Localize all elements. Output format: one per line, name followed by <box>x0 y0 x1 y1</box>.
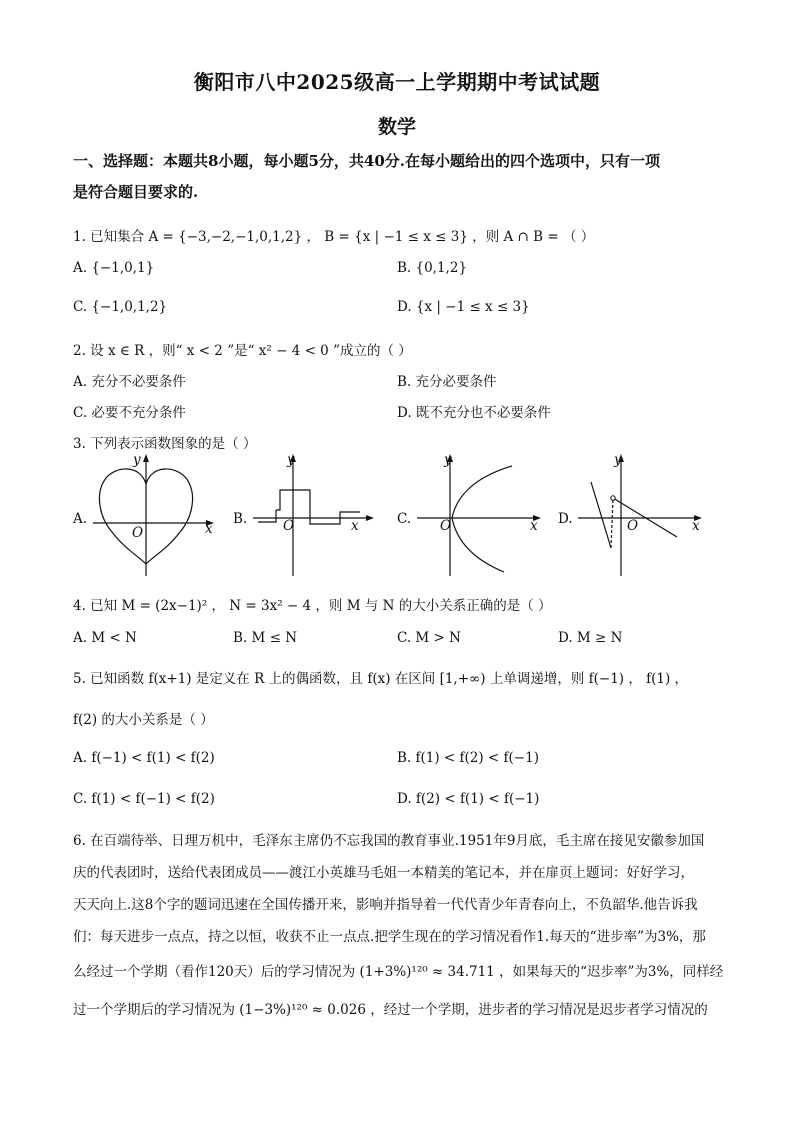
graph-c-y-label: y <box>444 452 452 468</box>
question-4-stem: 4. 已知 M = (2x−1)² ， N = 3x² − 4 ，则 M 与 N 的大小关系正确的是（ ） <box>73 598 552 614</box>
graph-b-y-label: y <box>287 452 295 468</box>
question-3-stem: 3. 下列表示函数图象的是（ ） <box>73 436 257 452</box>
graph-d-y-label: y <box>614 452 622 468</box>
question-5-option-d: D. f(2) < f(1) < f(−1) <box>397 791 540 807</box>
question-3-option-b: B. <box>233 511 248 527</box>
question-5-option-c: C. f(1) < f(−1) < f(2) <box>73 791 215 807</box>
graph-a-origin: O <box>132 525 144 541</box>
question-2-option-d: D. 既不充分也不必要条件 <box>397 405 551 421</box>
subject-title: 数学 <box>377 116 416 138</box>
question-2-stem: 2. 设 x ∈ R ，则“ x < 2 ”是“ x² − 4 < 0 ”成立的（ ） <box>73 343 412 359</box>
graph-a-x-label: x <box>205 521 213 537</box>
question-1-option-b: B. {0,1,2} <box>397 260 468 276</box>
question-6-line-2: 庆的代表团时，送给代表团成员——渡江小英雄马毛姐一本精美的笔记本，并在扉页上题词：好好学习， <box>73 865 694 881</box>
question-5-stem-cont: f(2) 的大小关系是（ ） <box>73 712 214 728</box>
question-3-option-a: A. <box>73 511 88 527</box>
graph-b-origin: O <box>283 518 295 534</box>
graph-b-x-label: x <box>351 518 359 534</box>
question-2-option-a: A. 充分不必要条件 <box>73 374 186 390</box>
question-4-option-c: C. M > N <box>397 630 461 646</box>
graph-c-x-label: x <box>530 518 538 534</box>
question-1-option-d: D. {x | −1 ≤ x ≤ 3} <box>397 299 530 315</box>
question-3-option-c: C. <box>397 511 412 527</box>
graph-a-heart <box>88 452 218 580</box>
question-2-option-c: C. 必要不充分条件 <box>73 405 186 421</box>
section-heading-cont: 是符合题目要求的. <box>73 183 199 201</box>
graph-d-origin: O <box>627 518 639 534</box>
graph-b-step <box>248 452 378 580</box>
graph-d-lines <box>573 452 708 580</box>
graph-c-parabola <box>412 452 547 580</box>
question-5-option-b: B. f(1) < f(2) < f(−1) <box>397 750 539 766</box>
question-6-line-3: 天天向上.这8个字的题词迅速在全国传播开来，影响并指导着一代代青少年青春向上，不负韶华.他告诉我 <box>73 897 698 913</box>
section-heading: 一、选择题：本题共8小题，每小题5分，共40分.在每小题给出的四个选项中，只有一项 <box>73 152 660 170</box>
question-3-option-d: D. <box>558 511 573 527</box>
question-6-line-5: 么经过一个学期（看作120天）后的学习情况为 (1+3%)¹²⁰ ≈ 34.711 ，如果每天的“迟步率”为3%，同样经 <box>73 964 724 980</box>
question-4-option-d: D. M ≥ N <box>558 630 623 646</box>
question-4-option-a: A. M < N <box>73 630 137 646</box>
question-6-line-1: 6. 在百端待举、日理万机中，毛泽东主席仍不忘我国的教育事业.1951年9月底，毛主席在接见安徽参加国 <box>73 833 705 849</box>
question-6-line-6: 过一个学期后的学习情况为 (1−3%)¹²⁰ ≈ 0.026 ，经过一个学期，进步者的学习情况是迟步者学习情况的 <box>73 1002 708 1018</box>
question-2-option-b: B. 充分必要条件 <box>397 374 497 390</box>
question-5-option-a: A. f(−1) < f(1) < f(2) <box>73 750 215 766</box>
question-1-option-a: A. {−1,0,1} <box>73 260 155 276</box>
question-1-option-c: C. {−1,0,1,2} <box>73 299 168 315</box>
exam-title: 衡阳市八中2025级高一上学期期中考试试题 <box>193 70 601 94</box>
graph-d-x-label: x <box>692 518 700 534</box>
graph-a-y-label: y <box>133 452 141 468</box>
question-4-option-b: B. M ≤ N <box>233 630 298 646</box>
question-1-stem: 1. 已知集合 A = {−3,−2,−1,0,1,2} ， B = {x | −1 ≤ x ≤ 3} ，则 A ∩ B = （ ） <box>73 229 595 245</box>
question-6-line-4: 们：每天进步一点点，持之以恒，收获不止一点点.把学生现在的学习情况看作1.每天的“进步率”为3%，那 <box>73 929 706 945</box>
question-5-stem: 5. 已知函数 f(x+1) 是定义在 R 上的偶函数，且 f(x) 在区间 [1,+∞) 上单调递增，则 f(−1) ， f(1) ， <box>73 671 689 687</box>
graph-c-origin: O <box>440 518 452 534</box>
